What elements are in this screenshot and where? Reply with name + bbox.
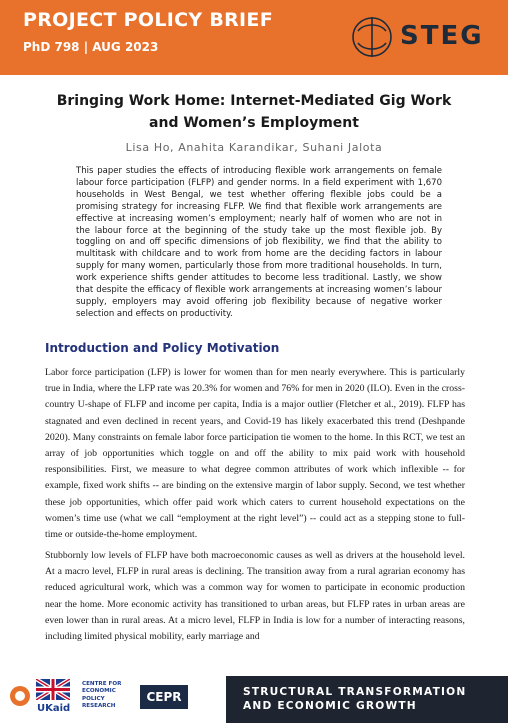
cepr-logo: CEPR — [140, 685, 188, 709]
brief-type-title: PROJECT POLICY BRIEF — [23, 9, 273, 31]
header-banner — [0, 0, 508, 75]
steg-logo-text: STEG — [400, 21, 484, 51]
ukaid-emblem-icon — [8, 681, 32, 711]
abstract: This paper studies the effects of introducing flexible work arrangements on female labour force participation (FLFP) and gender norms. In a field experiment with 1,670 households in West Bengal, we test whether offering flexible jobs could be a promising strategy for increasing FLFP. We find that flexible work arrangements are effective at increasing women’s employment; nearly half of women who are not in the labour force at the beginning of the study take up the most flexible job. By toggling on and off specific dimensions of job flexibility, we find that the ability to multitask with childcare and to work from home are the deciding factors in labour supply for many women, particularly those from more traditional households. In turn, work experience shifts gender attitudes to become less traditional. Lastly, we show that despite the efficacy of flexible work arrangements at increasing women’s labour supply, employers may avoid offering job flexibility because of negative worker selection and effects on productivity. — [76, 166, 442, 319]
brief-number-date: PhD 798 | AUG 2023 — [23, 40, 159, 54]
authors: Lisa Ho, Anahita Karandikar, Suhani Jalota — [125, 141, 383, 154]
brief-title: Bringing Work Home: Internet-Mediated Gig Work and Women’s Employment — [56, 93, 452, 131]
body-paragraph: Stubbornly low levels of FLFP have both macroeconomic causes as well as drivers at the household level. At a macro level, FLFP in rural areas is declining. The transition away from a rural agrarian economy has reduced agricultural work, which was a common way for women to participate in economic production near the home. More economic activity has transitioned to urban areas, but FLFP rates in urban areas are even lower than in rural areas. At a micro level, FLFP in India is low for a number of interacting reasons, including limited physical mobility, early marriage and — [45, 550, 465, 643]
programme-name-line1: STRUCTURAL TRANSFORMATION — [243, 686, 467, 698]
programme-banner — [226, 676, 508, 723]
cepr-full-name: CENTRE FOR ECONOMIC POLICY RESEARCH — [82, 681, 122, 710]
steg-emblem-icon — [350, 13, 394, 61]
section-heading: Introduction and Policy Motivation — [45, 341, 280, 355]
ukaid-text: UKaid — [37, 703, 71, 714]
partner-logos — [8, 678, 233, 718]
programme-name-line2: AND ECONOMIC GROWTH — [243, 700, 417, 712]
union-jack-flag-icon — [36, 679, 70, 700]
body-paragraph: Labor force participation (LFP) is lower for women than for men nearly everywhere. This is particularly true in India, where the LFP rate was 20.3% for women and 76% for men in 2020 (ILO). Even in the cross-country U-shape of FLFP and income per capita, India is a major outlier (Fletcher et al., 2019). FLFP has stagnated and even declined in recent years, and Covid-19 has likely exacerbated this trend (Deshpande 2020). Many constraints on female labor force participation tie women to the home. In this RCT, we test an array of job opportunities which toggle on and off the ability to mix paid work with household responsibilities. First, we measure to what degree common attributes of work which inflexible -- for example, fixed work shifts -- are binding on the extensive margin of labor supply. Second, we test whether these job opportunities, which offer paid work which caters to current household expectations on the women’s time use (what we call “employment at the right level”) -- could act as a stepping stone to full-time or outside-the-home employment. — [45, 367, 465, 541]
